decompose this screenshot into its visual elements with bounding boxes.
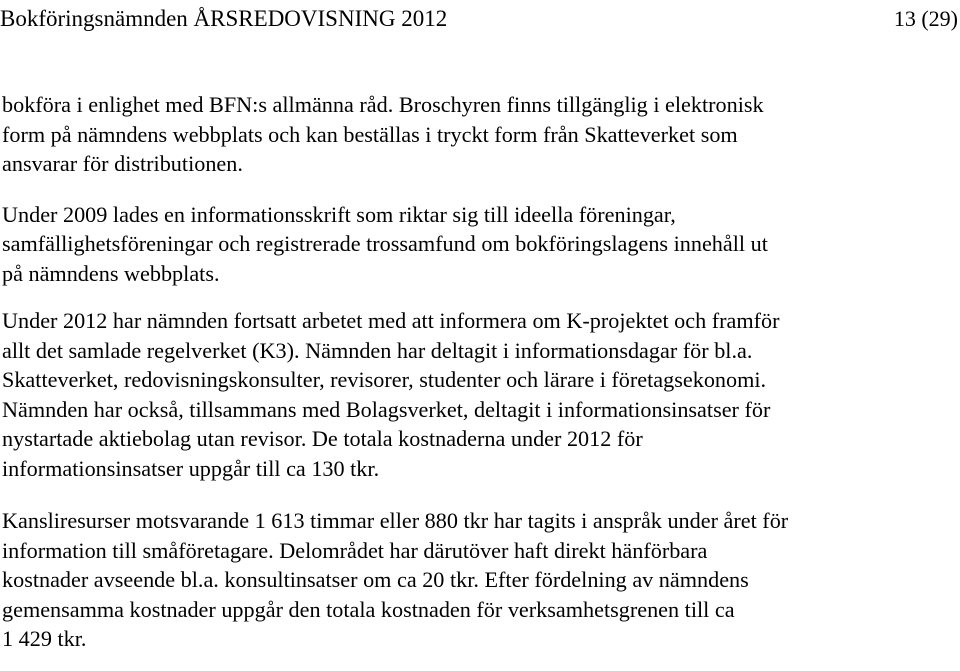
- paragraph-informationsskrift: Under 2009 lades en informationsskrift som riktar sig till ideella föreningar, samfällighetsföreningar och registrerade trossamfund om bokföringslagens innehåll ut på nämndens webbplats.: [2, 201, 768, 286]
- page-number: 13 (29): [893, 6, 958, 31]
- document-body: [2, 90, 942, 654]
- paragraph-k-projektet: Under 2012 har nämnden fortsatt arbetet med att informera om K-projektet och framför allt det samlade regelverket (K3). Nämnden har deltagit i informationsdagar för bl.a. Skatteverket, redovisningskonsulter, revisorer, studenter och lärare i företagsekonomi. Nämnden har också, tillsammans med Bolagsverket, deltagit i informationsinsatser för nystartade aktiebolag utan revisor. De totala kostnaderna under 2012 för informationsinsatser uppgår till ca 130 tkr.: [2, 308, 780, 481]
- paragraph-broschyr: bokföra i enlighet med BFN:s allmänna råd. Broschyren finns tillgänglig i elektronisk form på nämndens webbplats och kan beställas i tryckt form från Skatteverket som ansvarar för distributionen.: [2, 92, 764, 176]
- paragraph-kansliresurser: Kansliresurser motsvarande 1 613 timmar eller 880 tkr har tagits i anspråk under året för information till småföretagare. Delområdet har därutöver haft direkt hänförbara kostnader avseende bl.a. konsultinsatser om ca 20 tkr. Efter fördelning av nämndens gemensamma kostnader uppgår den totala kostnaden för verksamhetsgrenen till ca 1 429 tkr.: [2, 508, 789, 651]
- document-title: Bokföringsnämnden ÅRSREDOVISNING 2012: [0, 6, 448, 31]
- page-header: [0, 0, 960, 40]
